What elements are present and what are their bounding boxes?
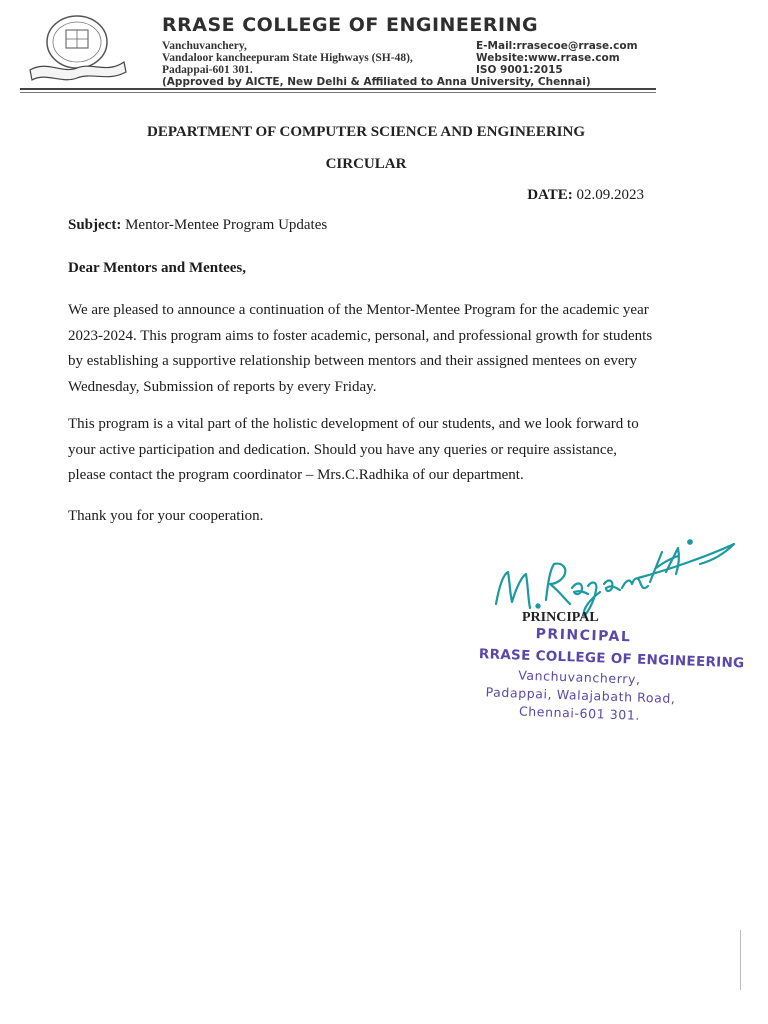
paragraph-2-line: please contact the program coordinator – Mrs.C.Radhika of our department. <box>68 467 524 483</box>
approval-note: (Approved by AICTE, New Delhi & Affiliated to Anna University, Chennai) <box>162 76 591 88</box>
paragraph-2-line: your active participation and dedication. Should you have any queries or require assistance, <box>68 441 617 458</box>
letterhead-divider-thin <box>20 92 656 93</box>
subject-label: Subject: <box>68 217 122 233</box>
subject-value: Mentor-Mentee Program Updates <box>125 217 328 233</box>
paragraph-2-line: This program is a vital part of the holistic development of our students, and we look forward to <box>68 416 639 432</box>
date-label: DATE: <box>527 187 573 203</box>
circular-date <box>527 187 644 204</box>
iso-certification: ISO 9001:2015 <box>476 64 563 76</box>
address-line-3: Padappai-601 301. <box>162 64 253 76</box>
stamp-line: RRASE COLLEGE OF ENGINEERING <box>478 646 745 672</box>
stamp-line: Vanchuvancherry, <box>517 667 641 687</box>
college-logo-icon <box>22 12 132 84</box>
paragraph-1-line: by establishing a supportive relationship between mentors and their assigned mentees on every <box>68 353 638 369</box>
college-name: RRASE COLLEGE OF ENGINEERING <box>162 14 539 36</box>
principal-signature <box>488 512 738 622</box>
paragraph-1-line: We are pleased to announce a continuation of the Mentor-Mentee Program for the academic year <box>68 302 649 318</box>
paragraph-1-line: Wednesday, Submission of reports by every Friday. <box>68 378 377 395</box>
circular-heading: CIRCULAR <box>325 156 407 172</box>
address-line-2: Vandaloor kancheepuram State Highways (SH-48), <box>162 52 413 64</box>
stamp-line: Chennai-601 301. <box>518 703 641 723</box>
paragraph-2 <box>68 412 668 489</box>
college-website: Website:www.rrase.com <box>476 52 620 64</box>
address-line-1: Vanchuvanchery, <box>162 40 247 52</box>
subject-line <box>68 217 327 234</box>
stamp-line: PRINCIPAL <box>535 626 632 646</box>
paragraph-1-line: 2023-2024. This program aims to foster academic, personal, and professional growth for students <box>68 327 653 344</box>
letterhead-divider <box>20 88 656 90</box>
closing-line: Thank you for your cooperation. <box>68 508 264 524</box>
college-email: E-Mail:rrasecoe@rrase.com <box>476 40 638 52</box>
signer-title: PRINCIPAL <box>522 610 599 625</box>
department-heading: DEPARTMENT OF COMPUTER SCIENCE AND ENGINEERING <box>147 124 585 140</box>
paragraph-1 <box>68 298 668 400</box>
scan-edge-mark <box>740 930 741 990</box>
date-value: 02.09.2023 <box>576 187 644 203</box>
salutation: Dear Mentors and Mentees, <box>68 260 247 276</box>
stamp-line: Padappai, Walajabath Road, <box>485 684 676 707</box>
